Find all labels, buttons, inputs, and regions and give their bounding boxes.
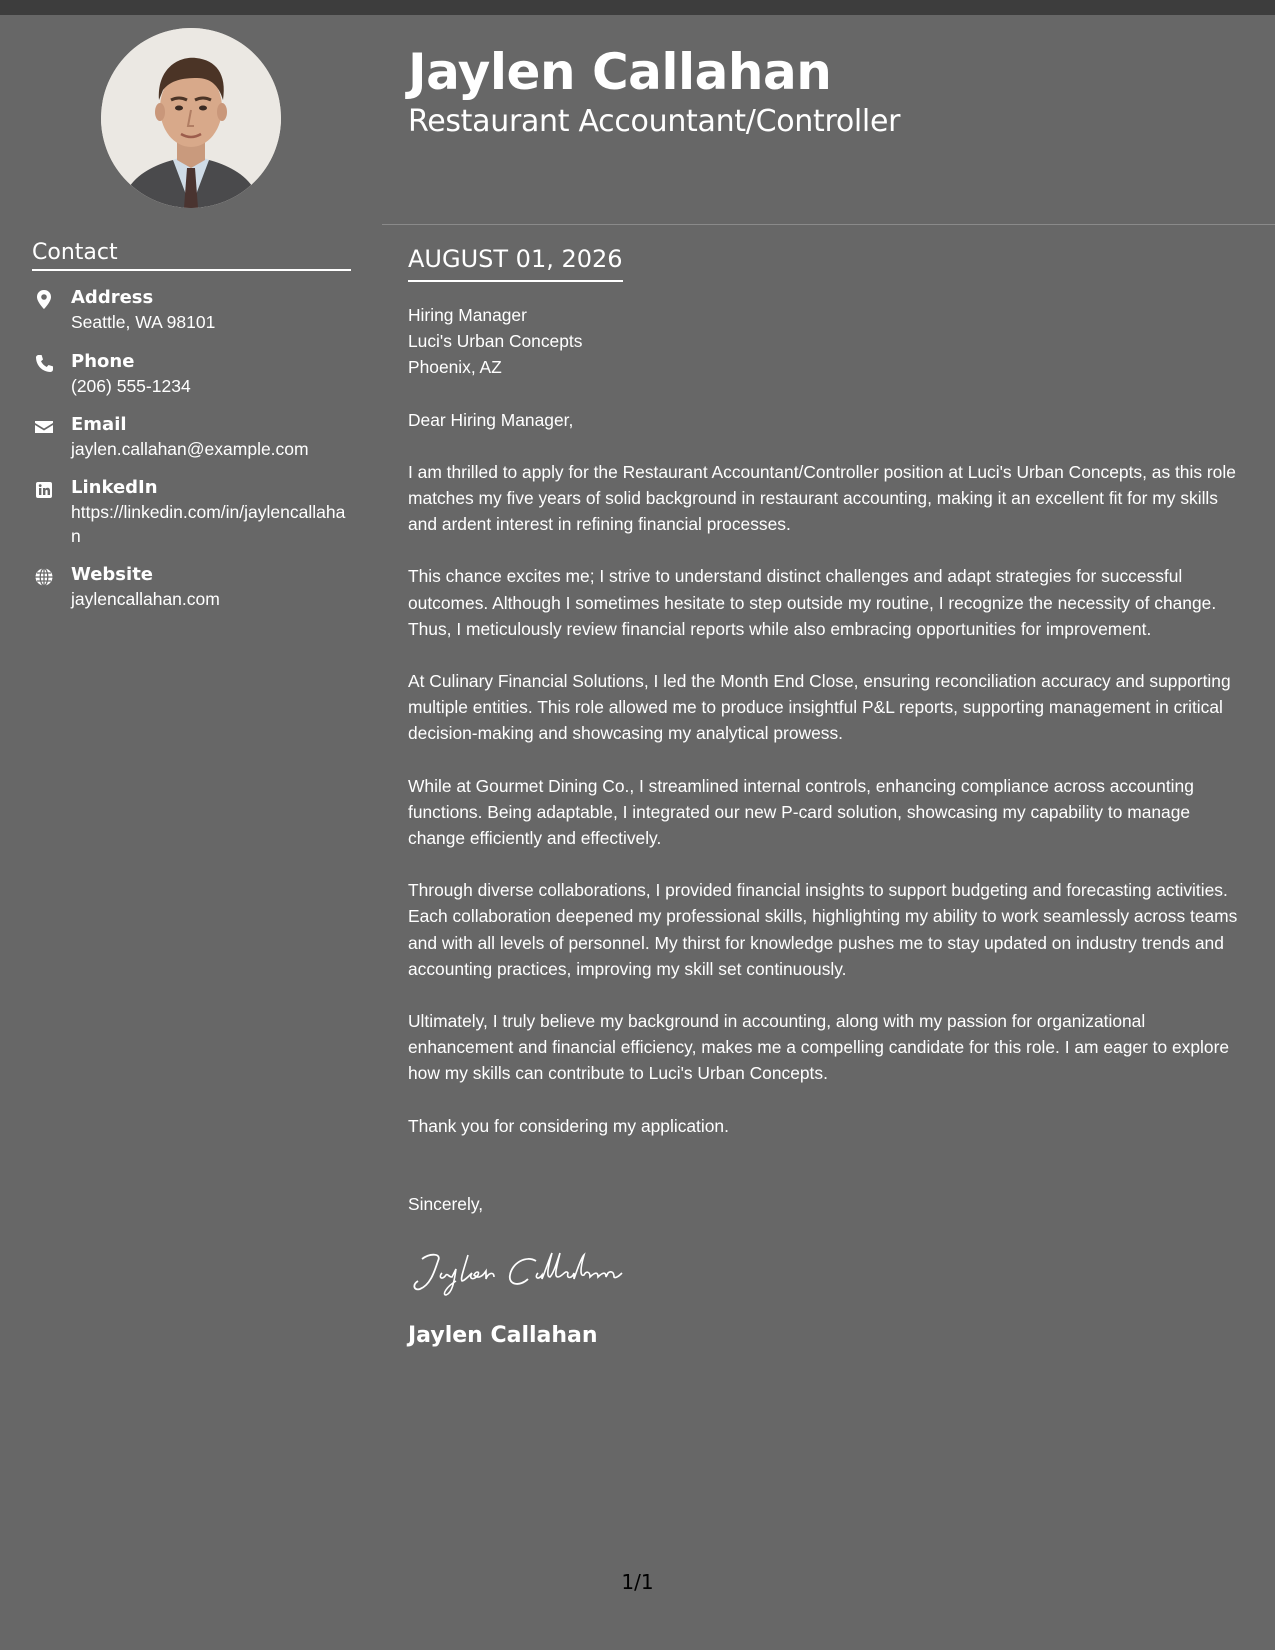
job-title: Restaurant Accountant/Controller [408,104,901,139]
recipient-block [408,302,1250,381]
letter-date: AUGUST 01, 2026 [408,244,623,282]
location-pin-icon [32,288,56,312]
envelope-icon [32,415,56,439]
globe-icon [32,565,56,589]
letter-paragraph: I am thrilled to apply for the Restaurant Accountant/Controller position at Luci's Urban Concepts, as this role matches my five years of solid background in restaurant accounting, making it an excellent fit for my skills and ardent interest in refining financial processes. [408,461,1236,535]
page-number: 1/1 [621,1570,654,1594]
recipient-line: Phoenix, AZ [408,357,502,378]
avatar [101,28,281,208]
letter-paragraph: Through diverse collaborations, I provided financial insights to support budgeting and forecasting activities. Each collaboration deepened my professional skills, highlighting my ability to work seamlessly across teams and with all levels of personnel. My thirst for knowledge pushes me to stay updated on industry trends and accounting practices, improving my skill set continuously. [408,880,1238,979]
signature-image [408,1243,668,1299]
letter-paragraph: While at Gourmet Dining Co., I streamlined internal controls, enhancing compliance across accounting functions. Being adaptable, I integrated our new P-card solution, showcasing my capability to manage change efficiently and effectively. [408,775,1194,849]
phone-icon [32,352,56,376]
contact-label: Email [71,414,127,435]
website-link[interactable]: jaylencallahan.com [71,589,220,609]
thanks-line: Thank you for considering my application. [408,1115,729,1136]
contact-label: Address [71,287,154,308]
signed-name: Jaylen Callahan [408,1323,598,1349]
contact-heading: Contact [32,240,351,271]
letter-paragraph: At Culinary Financial Solutions, I led the Month End Close, ensuring reconciliation accuracy and supporting multiple entities. This role allowed me to produce insightful P&L reports, supporting management in critical decision-making and showcasing my analytical prowess. [408,671,1231,744]
header-divider [382,224,1275,225]
candidate-name: Jaylen Callahan [408,43,832,101]
letter-paragraph: This chance excites me; I strive to understand distinct challenges and adapt strategies for successful outcomes. Although I sometimes hesitate to step outside my routine, I recognize the necessity of change. Thus, I meticulously review financial reports while also embracing opportunities for improvement. [408,566,1217,639]
email-link[interactable]: jaylen.callahan@example.com [71,439,309,459]
letter-body [408,302,1250,1349]
contact-value: (206) 555-1234 [71,376,191,396]
contact-label: LinkedIn [71,477,158,498]
contact-label: Website [71,564,154,585]
recipient-line: Luci's Urban Concepts [408,331,583,352]
letter-paragraph: Ultimately, I truly believe my background in accounting, along with my passion for organizational enhancement and financial efficiency, makes me a compelling candidate for this role. I am eager to explore how my skills can contribute to Luci's Urban Concepts. [408,1011,1230,1084]
linkedin-link[interactable]: https://linkedin.com/in/jaylencallahan [71,502,346,546]
recipient-line: Hiring Manager [408,305,527,325]
contact-value: Seattle, WA 98101 [71,312,216,332]
closing: Sincerely, [408,1193,484,1214]
contact-label: Phone [71,351,135,372]
top-bar [0,0,1275,15]
profile-photo [101,28,281,208]
salutation: Dear Hiring Manager, [408,409,574,430]
linkedin-icon [32,478,56,502]
